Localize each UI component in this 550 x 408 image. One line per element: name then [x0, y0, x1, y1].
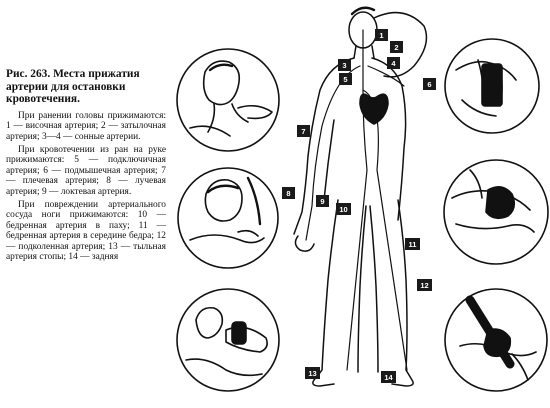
marker-5 [339, 73, 352, 85]
marker-5-label: 5 [343, 75, 348, 84]
arm-wounds-paragraph: При кровотечении из ран на руке прижимаются: 5 — подключичная артерия; 6 — подмышечная артерия; 7 — плечевая артерия; 8 — лучевая артерия; 9 — локтевая артерия. [6, 145, 166, 197]
marker-2 [390, 41, 403, 53]
marker-12-label: 12 [420, 281, 429, 290]
marker-4 [387, 57, 400, 69]
marker-7-label: 7 [301, 127, 306, 136]
marker-7 [297, 125, 310, 137]
marker-6-label: 6 [427, 80, 432, 89]
inset-collarbone-pressure [178, 168, 278, 268]
marker-11-label: 11 [408, 240, 417, 249]
marker-10 [336, 203, 351, 215]
marker-11 [405, 238, 420, 250]
marker-13 [305, 367, 320, 379]
marker-9 [316, 195, 329, 207]
head-wounds-paragraph: При ранении головы прижимаются: 1 — височная артерия; 2 — затылочная артерия; 3—4 — сонные артерии. [6, 110, 166, 142]
marker-2-label: 2 [394, 43, 399, 52]
marker-14-label: 14 [384, 373, 393, 382]
marker-8-label: 8 [286, 189, 291, 198]
marker-14 [381, 371, 396, 383]
marker-8 [282, 187, 295, 199]
heart-organ [360, 94, 388, 124]
marker-1 [375, 29, 388, 41]
marker-3 [338, 59, 351, 71]
caption-title-lead: Рис. 263. [6, 68, 51, 80]
marker-9-label: 9 [320, 197, 325, 206]
human-figure [294, 8, 429, 386]
inset-knee-pressure [445, 289, 547, 391]
inset-shoulder-pressure [177, 289, 279, 391]
inset-neck-pressure [177, 49, 279, 151]
inset-arm-tourniquet [445, 39, 539, 133]
marker-1-label: 1 [379, 31, 384, 40]
marker-13-label: 13 [308, 369, 317, 378]
marker-12 [417, 279, 432, 291]
leg-wounds-paragraph: При повреждении артериального сосуда ноги прижимаются: 10 — бедренная артерия в паху; 11 — бедренная артерия в середине бедра; 12 — подколенная артерия; 13 — тыльная артерия стопы; 14 — задняя [6, 200, 166, 263]
marker-6 [423, 78, 436, 90]
marker-10-label: 10 [339, 205, 348, 214]
marker-4-label: 4 [391, 59, 396, 68]
inset-thigh-pressure [444, 160, 548, 264]
caption-title-rest: Места прижатия артерии для остановки кровотечения. [6, 68, 140, 106]
marker-3-label: 3 [342, 61, 347, 70]
